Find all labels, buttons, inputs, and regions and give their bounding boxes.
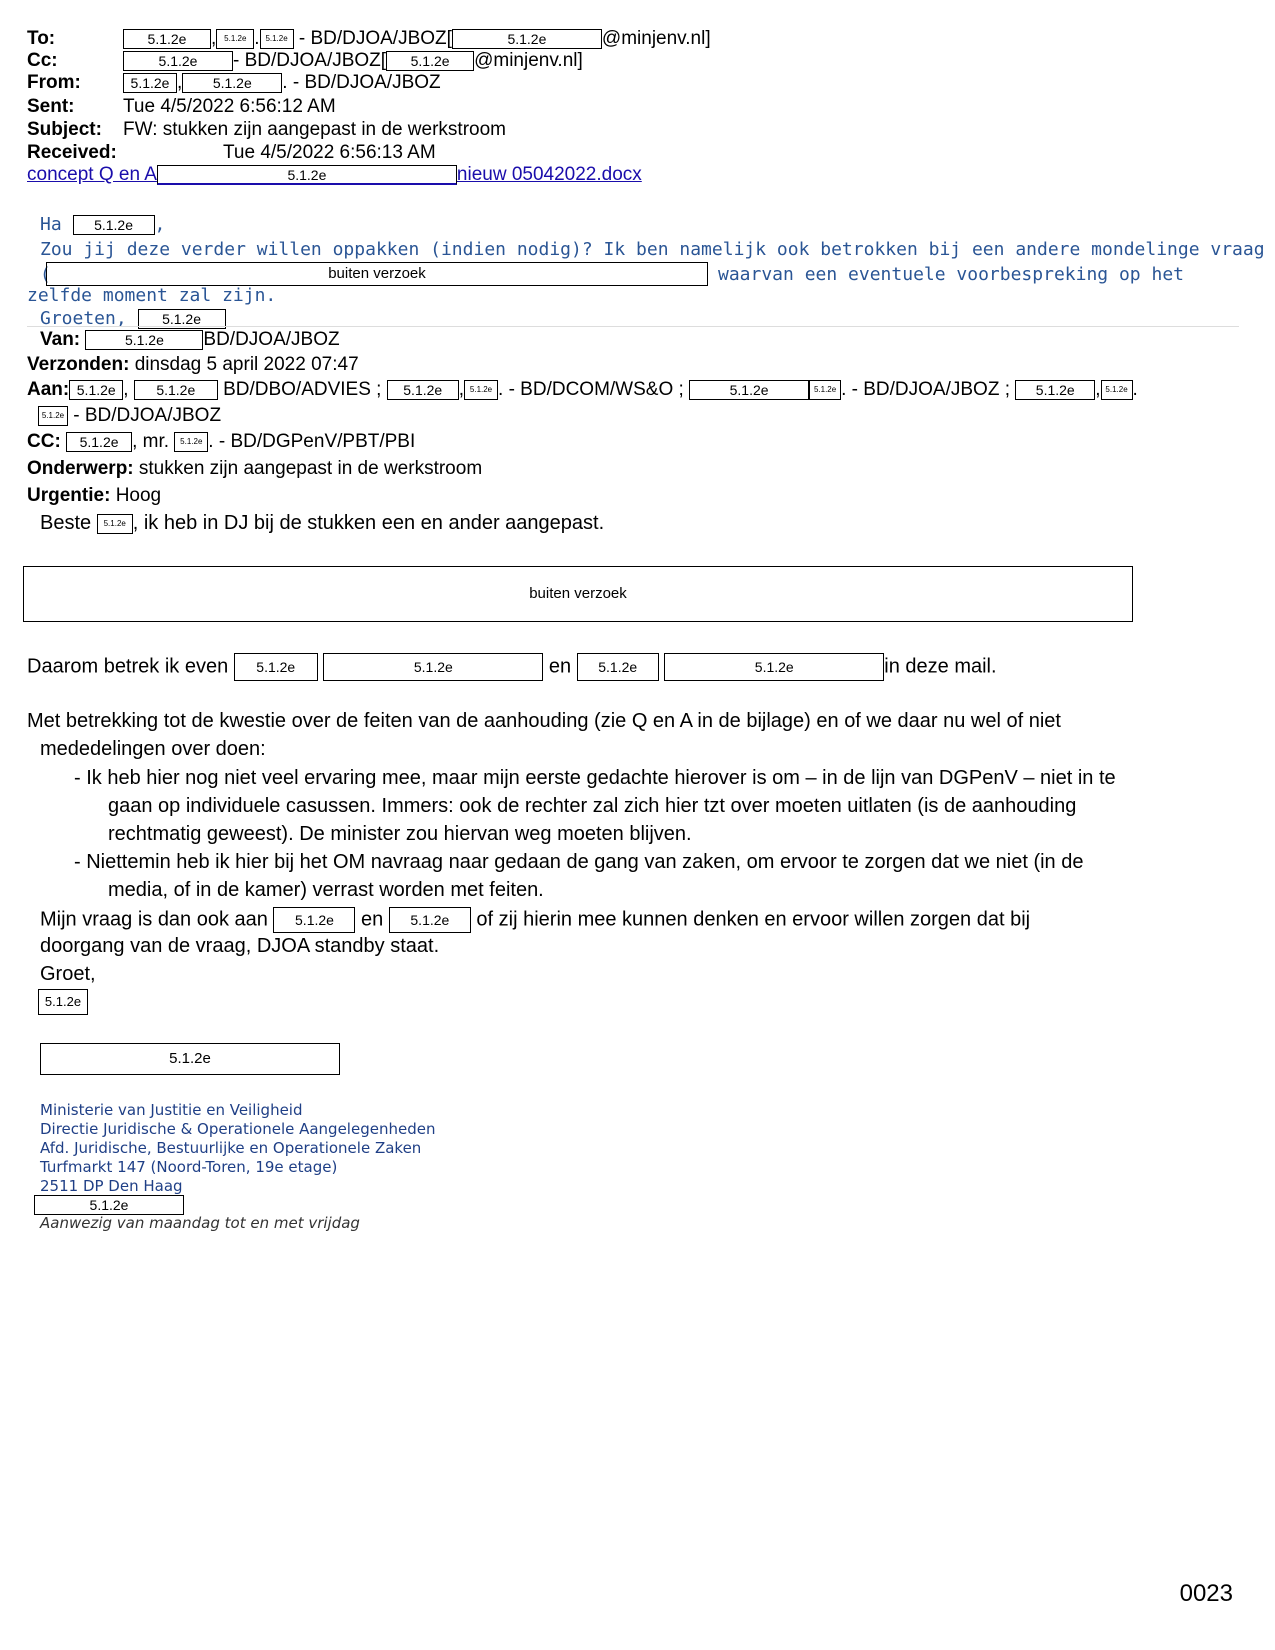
redaction: 5.1.2e [182,73,282,93]
redaction: 5.1.2e [234,653,318,681]
from-suffix: . - BD/DJOA/JBOZ [282,72,441,93]
forward-greeting: Ha 5.1.2e , [40,214,166,235]
daarom-line [27,653,997,681]
aan-part3: . - BD/DJOA/JBOZ ; [841,379,1010,400]
to-domain: @minjenv.nl] [601,28,711,49]
redaction: 5.1.2e [97,514,133,534]
redaction: 5.1.2e [85,330,203,350]
attachment-name-part1[interactable]: concept Q en A [27,164,157,185]
bullet1-line2: gaan op individuele casussen. Immers: ook de rechter zal zich hier tzt over moeten uitlaten (is de aanhouding [108,795,1077,817]
received-label: Received: [27,142,117,163]
redaction: 5.1.2e [123,51,233,71]
redaction-outside-request-block: buiten verzoek [23,566,1133,622]
redaction: 5.1.2e [134,380,218,400]
redaction: 5.1.2e [66,432,132,452]
attachment-name-part2[interactable]: nieuw 05042022.docx [456,164,642,185]
orig-aan: Aan: 5.1.2e , 5.1.2e BD/DBO/ADVIES ; 5.1.2e , 5.1.2e . - BD/DCOM/WS&O ; 5.1.2e 5.1.2e . - BD/DJOA/JBOZ ; 5.1.2e , 5.1.2e . [27,379,1138,400]
redaction: 5.1.2e [689,380,809,400]
redaction: 5.1.2e [157,165,457,185]
redaction: 5.1.2e [73,215,155,235]
bullet1-line3: rechtmatig geweest). De minister zou hiervan weg moeten blijven. [108,823,692,845]
bullet2-line2: media, of in de kamer) verrast worden met feiten. [108,879,544,901]
redaction: 5.1.2e [123,29,211,49]
forward-line1: Zou jij deze verder willen oppakken (indien nodig)? Ik ben namelijk ook betrokken bij een andere mondelinge vraag [40,239,1265,260]
urgentie-label: Urgentie: [27,485,111,506]
aan-part2: . - BD/DCOM/WS&O ; [498,379,684,400]
redaction: 5.1.2e [809,380,841,400]
cc-label: Cc: [27,50,58,71]
aan-label: Aan: [27,379,70,400]
beste-line [40,512,604,535]
header-from: From: 5.1.2e , 5.1.2e . - BD/DJOA/JBOZ [27,72,441,93]
forward-line2-open: ( [40,264,51,285]
groet: Groet, [40,963,96,985]
forward-line2-tail: waarvan een eventuele voorbespreking op het [718,264,1184,285]
redaction-phone: 5.1.2e [34,1195,184,1215]
orig-urgentie [27,485,161,507]
redaction: 5.1.2e [138,309,226,329]
header-to: To: 5.1.2e , 5.1.2e . 5.1.2e - BD/DJOA/JBOZ[ 5.1.2e @minjenv.nl] [27,28,711,49]
redaction: 5.1.2e [452,29,602,49]
vraag-en: en [361,908,384,931]
redaction: 5.1.2e [174,432,208,452]
to-address-part: - BD/DJOA/JBOZ[ [293,28,452,49]
orig-aan-line2 [38,405,221,427]
urgentie-value: Hoog [115,485,162,506]
van-label: Van: [40,329,81,350]
cc-address-part: - BD/DJOA/JBOZ[ [233,50,387,71]
redaction: 5.1.2e [464,380,498,400]
header-subject [27,119,506,141]
subject-label: Subject: [27,119,102,140]
orig-cc [27,431,415,453]
aan-line2: - BD/DJOA/JBOZ [73,405,222,426]
regards-text: Groeten, [40,308,127,329]
redaction-outside-request: buiten verzoek [46,262,708,286]
vraag-line2: doorgang van de vraag, DJOA standby staat. [40,935,440,957]
daarom-post: in deze mail. [884,655,997,678]
orig-van [40,329,340,351]
orig-onderwerp [27,458,482,480]
bullet1-line1: - Ik heb hier nog niet veel ervaring mee, maar mijn eerste gedachte hierover is om – in de lijn van DGPenV – niet in te [74,767,1116,789]
redaction: 5.1.2e [323,653,543,681]
verzonden-label: Verzonden: [27,354,130,375]
vraag-post: of zij hierin mee kunnen denken en ervoor willen zorgen dat bij [476,908,1031,931]
signature-availability: Aanwezig van maandag tot en met vrijdag [40,1214,360,1232]
onderwerp-label: Onderwerp: [27,458,134,479]
redaction: 5.1.2e [260,29,294,49]
redaction: 5.1.2e [387,380,459,400]
para1-line2: mededelingen over doen: [40,738,266,760]
redaction: 5.1.2e [216,29,254,49]
verzonden-value: dinsdag 5 april 2022 07:47 [134,354,359,375]
beste-post: , ik heb in DJ bij de stukken een en ander aangepast. [132,512,605,534]
cc-label-orig: CC: [27,431,61,452]
redaction: 5.1.2e [69,380,123,400]
redaction: 5.1.2e [1015,380,1095,400]
header-sent [27,96,336,118]
redaction: 5.1.2e [664,653,884,681]
aan-part1: BD/DBO/ADVIES ; [223,379,382,400]
redaction-signature-name: 5.1.2e [40,1043,340,1075]
received-value: Tue 4/5/2022 6:56:13 AM [223,142,436,163]
redaction: 5.1.2e [577,653,659,681]
beste-pre: Beste [40,512,92,534]
sent-value: Tue 4/5/2022 6:56:12 AM [123,96,336,117]
forward-line3: zelfde moment zal zijn. [27,285,277,306]
greeting-text: Ha [40,214,62,235]
sent-label: Sent: [27,96,75,117]
signature-line4: Turfmarkt 147 (Noord-Toren, 19e etage) [40,1158,338,1176]
signature-line3: Afd. Juridische, Bestuurlijke en Operationele Zaken [40,1139,422,1157]
header-received [27,142,436,164]
daarom-pre: Daarom betrek ik even [27,655,229,678]
daarom-en: en [548,655,572,678]
from-label: From: [27,72,81,93]
redaction: 5.1.2e [273,907,355,933]
header-cc [27,50,583,72]
vraag-line [40,907,1030,933]
redaction-sender: 5.1.2e [38,989,88,1015]
attachment-link[interactable] [27,164,642,186]
bullet2-line1: - Niettemin heb ik hier bij het OM navraag naar gedaan de gang van zaken, om ervoor te zorgen dat we niet (in de [74,851,1084,873]
redaction: 5.1.2e [38,406,68,426]
redaction: 5.1.2e [1101,380,1133,400]
signature-line1: Ministerie van Justitie en Veiligheid [40,1101,303,1119]
cc-suffix: . - BD/DGPenV/PBT/PBI [208,431,416,452]
cc-domain: @minjenv.nl] [474,50,583,71]
van-suffix: BD/DJOA/JBOZ [203,329,340,350]
subject-value: FW: stukken zijn aangepast in de werkstroom [123,119,506,140]
redaction: 5.1.2e [123,73,177,93]
redaction: 5.1.2e [389,907,471,933]
onderwerp-value: stukken zijn aangepast in de werkstroom [138,458,483,479]
redaction: 5.1.2e [386,51,474,71]
orig-verzonden [27,354,359,376]
signature-line2: Directie Juridische & Operationele Aangelegenheden [40,1120,436,1138]
para1-line1: Met betrekking tot de kwestie over de feiten van de aanhouding (zie Q en A in de bijlage) en of we daar nu wel of niet [27,710,1061,732]
to-label: To: [27,28,56,49]
cc-mr: , mr. [132,431,170,452]
page-number: 0023 [1179,1580,1233,1607]
divider [27,326,1239,327]
signature-line5: 2511 DP Den Haag [40,1177,183,1195]
vraag-pre: Mijn vraag is dan ook aan [40,908,268,931]
